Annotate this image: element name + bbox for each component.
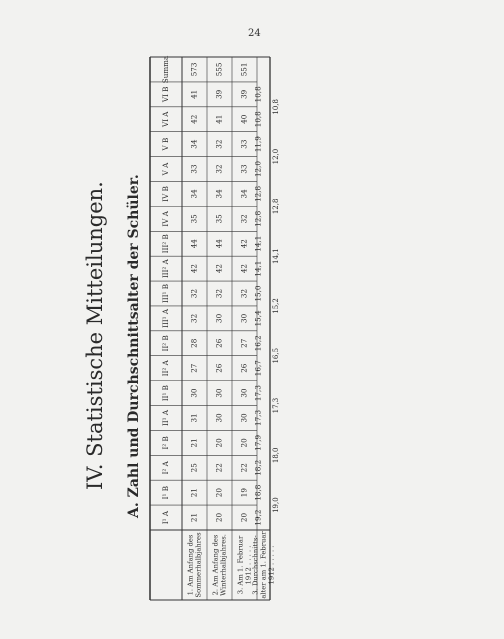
data-cell: 39 bbox=[214, 89, 224, 99]
data-cell: 30 bbox=[239, 388, 249, 398]
column-header: III¹ B bbox=[161, 284, 170, 303]
data-cell: 17,9 bbox=[253, 434, 263, 451]
data-cell: 32 bbox=[214, 164, 224, 174]
column-header: III² A bbox=[161, 259, 170, 279]
subsection-title: A. Zahl und Durchschnittsalter der Schüler. bbox=[126, 174, 142, 518]
data-cell: 19 bbox=[239, 488, 249, 498]
column-header: VI A bbox=[161, 111, 170, 127]
column-header: I² B bbox=[161, 436, 170, 450]
data-cell: 34 bbox=[189, 189, 199, 199]
data-cell: 35 bbox=[214, 214, 224, 224]
row-label: Sommerhalbjahres bbox=[194, 532, 203, 598]
data-cell: 28 bbox=[189, 338, 199, 348]
data-cell: 573 bbox=[189, 62, 199, 77]
data-cell: 42 bbox=[189, 264, 199, 274]
column-header: Summa bbox=[161, 55, 170, 84]
row-label: 3. Am 1. Februar bbox=[236, 535, 245, 595]
data-cell: 10,8 bbox=[253, 111, 263, 128]
data-cell: 20 bbox=[214, 488, 224, 498]
data-cell: 12,0 bbox=[253, 161, 263, 178]
data-cell: 33 bbox=[239, 164, 249, 174]
column-header: III² B bbox=[161, 234, 170, 254]
row-label: 2. Am Anfang des bbox=[211, 534, 220, 596]
data-cell: 14,1 bbox=[253, 260, 263, 277]
data-cell: 39 bbox=[239, 89, 249, 99]
data-cell: 42 bbox=[239, 264, 249, 274]
pair-average: 18,0 bbox=[272, 447, 280, 464]
row-label: alter am 1. Februar bbox=[259, 531, 268, 599]
data-cell: 42 bbox=[214, 264, 224, 274]
column-header: I¹ B bbox=[161, 486, 170, 500]
data-cell: 44 bbox=[189, 239, 199, 249]
data-cell: 34 bbox=[239, 189, 249, 199]
data-cell: 30 bbox=[214, 313, 224, 323]
row-label: 1912 . . . . . bbox=[267, 545, 276, 585]
data-cell: 15,0 bbox=[253, 285, 263, 302]
column-header: II² A bbox=[161, 360, 170, 377]
data-cell: 30 bbox=[189, 388, 199, 398]
data-cell: 26 bbox=[239, 363, 249, 373]
data-cell: 30 bbox=[214, 388, 224, 398]
data-cell: 12,8 bbox=[253, 210, 263, 227]
data-cell: 551 bbox=[239, 62, 249, 77]
data-cell: 16,7 bbox=[253, 360, 263, 377]
data-cell: 21 bbox=[189, 512, 199, 523]
data-cell: 17,3 bbox=[253, 409, 263, 426]
data-cell: 16,2 bbox=[253, 335, 263, 352]
pair-average: 19,0 bbox=[272, 497, 280, 513]
data-cell: 30 bbox=[214, 413, 224, 423]
column-header: I² A bbox=[161, 461, 170, 475]
data-cell: 10,8 bbox=[253, 86, 263, 103]
data-cell: 14,1 bbox=[253, 235, 263, 252]
pair-average: 14,1 bbox=[272, 248, 280, 264]
subtitle-layer bbox=[126, 174, 142, 519]
data-cell: 18,8 bbox=[253, 484, 263, 501]
pair-average: 12,0 bbox=[272, 148, 280, 165]
column-header: IV B bbox=[161, 186, 170, 202]
data-cell: 11,9 bbox=[253, 136, 263, 153]
data-cell: 20 bbox=[214, 512, 224, 523]
data-cell: 41 bbox=[189, 89, 199, 99]
row-label: 3. Durchschnitts- bbox=[251, 535, 260, 595]
data-cell: 15,4 bbox=[253, 310, 263, 327]
data-cell: 18,2 bbox=[253, 459, 263, 476]
column-header: V A bbox=[161, 162, 170, 176]
column-header: V B bbox=[161, 137, 170, 151]
row-label: 1. Am Anfang des bbox=[186, 534, 195, 596]
column-header: II¹ A bbox=[161, 409, 170, 426]
data-cell: 32 bbox=[214, 139, 224, 149]
data-cell: 44 bbox=[214, 239, 224, 249]
data-cell: 17,3 bbox=[253, 385, 263, 402]
data-cell: 41 bbox=[214, 114, 224, 124]
data-cell: 12,8 bbox=[253, 185, 263, 202]
data-cell: 35 bbox=[189, 214, 199, 224]
column-header: II¹ B bbox=[161, 385, 170, 402]
pair-average: 12,8 bbox=[272, 198, 280, 215]
data-cell: 555 bbox=[214, 62, 224, 77]
row-label: 1912 . . . . . bbox=[244, 545, 253, 585]
data-cell: 26 bbox=[214, 363, 224, 373]
data-cell: 40 bbox=[239, 114, 249, 124]
page-number: 24 bbox=[248, 28, 261, 39]
data-cell: 42 bbox=[239, 239, 249, 249]
data-cell: 34 bbox=[214, 189, 224, 199]
data-cell: 27 bbox=[189, 363, 199, 373]
data-cell: 30 bbox=[239, 313, 249, 323]
data-cell: 22 bbox=[239, 463, 249, 473]
row-label: Winterhalbjahres. bbox=[219, 534, 228, 596]
data-cell: 27 bbox=[239, 338, 249, 348]
data-cell: 19,2 bbox=[253, 509, 263, 526]
pair-average: 10,8 bbox=[272, 98, 280, 115]
data-cell: 42 bbox=[189, 114, 199, 124]
data-cell: 20 bbox=[214, 438, 224, 448]
data-cell: 25 bbox=[189, 463, 199, 473]
column-header: VI B bbox=[161, 86, 170, 103]
column-header: IV A bbox=[161, 211, 170, 227]
data-cell: 33 bbox=[239, 139, 249, 149]
data-cell: 30 bbox=[239, 413, 249, 423]
data-cell: 20 bbox=[239, 438, 249, 448]
data-cell: 34 bbox=[189, 139, 199, 149]
data-cell: 20 bbox=[239, 512, 249, 523]
data-cell: 32 bbox=[239, 288, 249, 299]
pair-average: 15,2 bbox=[272, 298, 280, 314]
data-cell: 32 bbox=[189, 313, 199, 323]
column-header: II² B bbox=[161, 335, 170, 352]
data-cell: 32 bbox=[189, 288, 199, 299]
data-cell: 26 bbox=[214, 338, 224, 348]
data-cell: 31 bbox=[189, 413, 199, 423]
data-cell: 33 bbox=[189, 164, 199, 174]
data-cell: 22 bbox=[214, 463, 224, 473]
data-cell: 32 bbox=[239, 214, 249, 224]
data-cell: 21 bbox=[189, 488, 199, 498]
column-header: III¹ A bbox=[161, 308, 170, 328]
section-title: IV. Statistische Mitteilungen. bbox=[83, 181, 107, 490]
column-header: I¹ A bbox=[161, 510, 170, 525]
title-layer bbox=[83, 181, 107, 490]
statistics-table bbox=[150, 55, 280, 600]
pair-average: 16,5 bbox=[272, 347, 280, 364]
pair-average: 17,3 bbox=[272, 397, 280, 414]
data-cell: 32 bbox=[214, 288, 224, 299]
data-cell: 21 bbox=[189, 438, 199, 448]
